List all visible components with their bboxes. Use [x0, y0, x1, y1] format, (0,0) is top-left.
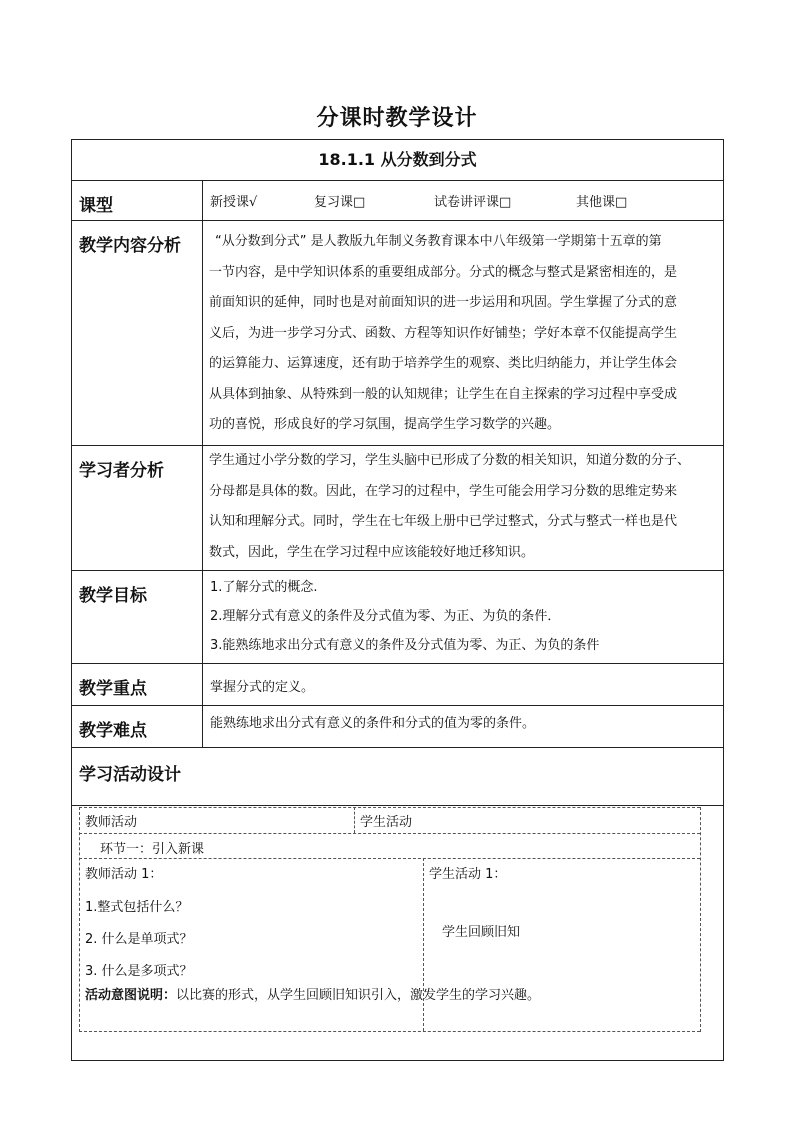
divider [423, 858, 424, 1031]
learner-line: 认知和理解分式。同时，学生在七年级上册中已学过整式，分式与整式一样也是代 [209, 514, 678, 529]
content-analysis-text [203, 221, 724, 446]
learner-line: 分母都是具体的数。因此，在学习的过程中，学生可能会用学习分数的思维定势来 [209, 483, 678, 499]
divider [79, 1031, 700, 1032]
activity-design-label: 学习活动设计 [72, 748, 724, 806]
divider [79, 807, 700, 808]
key-points-row [72, 664, 724, 706]
objectives-row [72, 571, 724, 664]
objective-item: 3.能熟练地求出分式有意义的条件及分式值为零、为正、为负的条件 [210, 638, 600, 653]
question-item: 1.整式包括什么？ [85, 900, 189, 915]
teacher-activity-title: 教师活动 1： [85, 867, 163, 882]
document-title: 分课时教学设计 [316, 106, 478, 131]
lesson-title-row [72, 140, 724, 181]
objective-item: 1.了解分式的概念. [210, 580, 318, 595]
course-type-new: 新授课√ [210, 195, 258, 210]
learner-line: 数式，因此，学生在学习过程中应该能较好地迁移知识。 [209, 544, 535, 560]
key-points-text: 掌握分式的定义。 [203, 664, 724, 706]
content-line: “从分数到分式” 是人教版九年制义务教育课本中八年级第一学期第十五章的第 [215, 234, 662, 249]
content-line: 前面知识的延伸，同时也是对前面知识的进一步运用和巩固。学生掌握了分式的意 [209, 295, 678, 310]
teacher-activity-header: 教师活动 [85, 815, 138, 830]
activity-intent-text: 以比赛的形式，从学生回顾旧知识引入，激发学生的学习兴趣。 [176, 988, 541, 1003]
objectives-label: 教学目标 [72, 571, 203, 664]
learner-analysis-label: 学习者分析 [72, 446, 203, 571]
lesson-plan-table [71, 139, 724, 1061]
course-type-row [72, 181, 724, 221]
question-item: 3. 什么是多项式？ [85, 964, 193, 979]
content-analysis-label: 教学内容分析 [72, 221, 203, 446]
objective-item: 2.理解分式有意义的条件及分式值为零、为正、为负的条件． [210, 609, 561, 624]
content-line: 功的喜悦，形成良好的学习氛围，提高学生学习数学的兴趣。 [209, 417, 561, 432]
difficulties-text: 能熟练地求出分式有意义的条件和分式的值为零的条件。 [203, 706, 724, 748]
activity-table-row [72, 806, 724, 1061]
difficulties-row [72, 706, 724, 748]
objectives-text [203, 571, 724, 664]
learner-analysis-text [203, 446, 724, 571]
activity-table [72, 806, 724, 1061]
activity-intent-label: 活动意图说明： [85, 988, 177, 1003]
content-line: 一节内容，是中学知识体系的重要组成部分。分式的概念与整式是紧密相连的，是 [209, 264, 678, 280]
learner-analysis-row [72, 446, 724, 571]
key-points-label: 教学重点 [72, 664, 203, 706]
difficulties-label: 教学难点 [72, 706, 203, 748]
course-type-other: 其他课□ [576, 195, 628, 210]
section-title: 环节一：引入新课 [100, 842, 205, 857]
content-line: 从具体到抽象、从特殊到一般的认知规律；让学生在自主探索的学习过程中享受成 [209, 386, 678, 402]
course-type-options [203, 181, 724, 221]
student-response: 学生回顾旧知 [442, 925, 521, 940]
divider [79, 807, 80, 1032]
content-line: 的运算能力、运算速度，还有助于培养学生的观察、类比归纳能力，并让学生体会 [209, 356, 678, 371]
student-activity-title: 学生活动 1： [429, 867, 507, 882]
divider [79, 833, 700, 834]
lesson-title: 18.1.1 从分数到分式 [72, 140, 724, 181]
question-item: 2. 什么是单项式？ [85, 932, 193, 947]
student-activity-header: 学生活动 [360, 815, 413, 830]
divider [700, 807, 701, 1032]
course-type-label: 课型 [72, 181, 203, 221]
content-line: 义后，为进一步学习分式、函数、方程等知识作好铺垫；学好本章不仅能提高学生 [209, 325, 678, 341]
course-type-exam: 试卷讲评课□ [434, 195, 512, 210]
content-analysis-row [72, 221, 724, 446]
course-type-review: 复习课□ [314, 195, 366, 210]
activity-intent [85, 984, 540, 1003]
divider [79, 858, 700, 859]
divider [354, 807, 355, 833]
activity-design-row [72, 748, 724, 806]
learner-line: 学生通过小学分数的学习，学生头脑中已形成了分数的相关知识，知道分数的分子、 [209, 453, 691, 468]
